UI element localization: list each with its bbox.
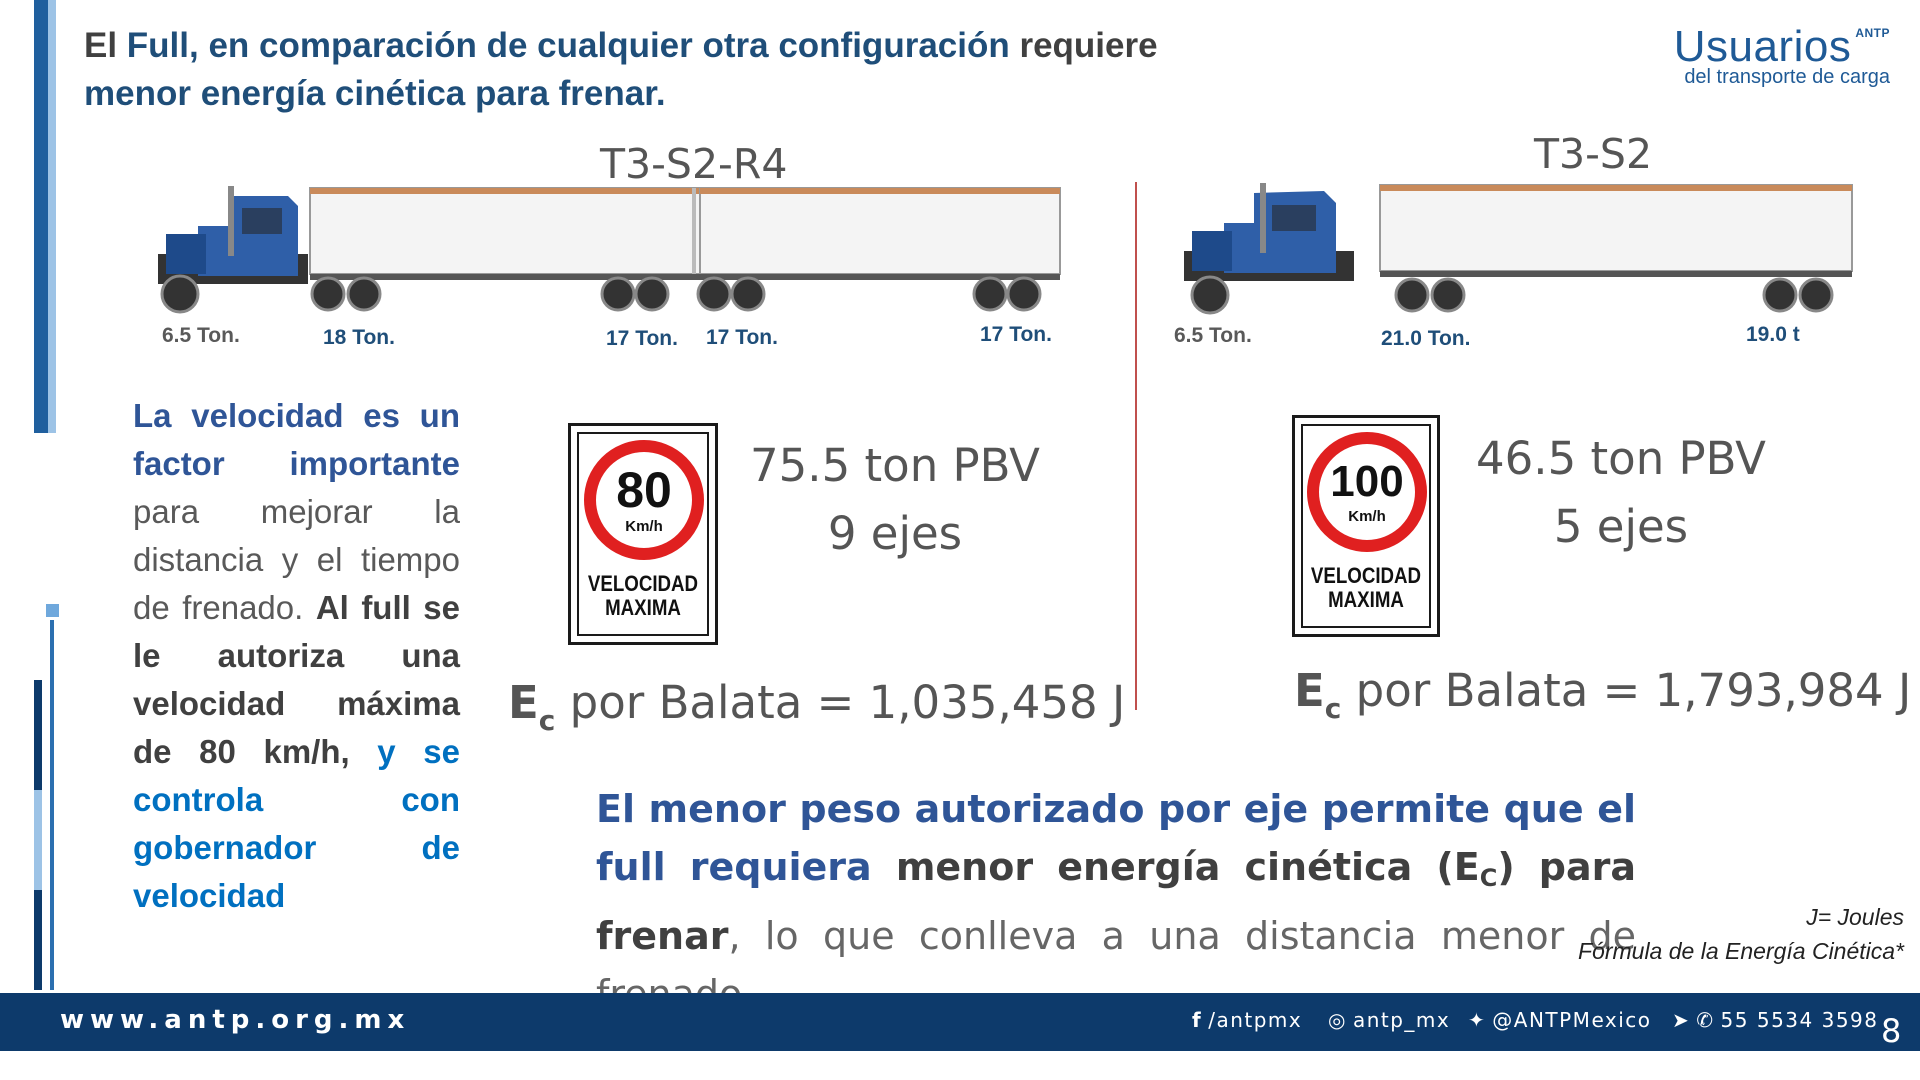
right-config-specs: [1466, 425, 1776, 561]
antp-logo: Usuarios $^{ANTP}$ del transporte de carga: [1673, 22, 1890, 88]
footer-bar: [0, 993, 1920, 1051]
instagram-icon: ◎: [1328, 1008, 1347, 1032]
twitter-link[interactable]: ✦ @ANTPMexico: [1468, 1008, 1652, 1032]
website-link[interactable]: www.antp.org.mx: [60, 1005, 411, 1035]
axle-weight-label: 6.5 Ton.: [162, 324, 240, 347]
config-label-right: T3-S2: [1534, 130, 1653, 178]
axle-count: 9 ejes: [827, 507, 963, 560]
axle-weight-label: 17 Ton.: [606, 327, 678, 350]
page-number: 8: [1881, 1012, 1902, 1050]
telegram-icon: ➤: [1672, 1008, 1691, 1032]
left-accent-square: [46, 604, 59, 617]
speed-limit-sign-80: 80 Km/h VELOCIDAD MAXIMA: [568, 423, 718, 645]
gross-weight: 46.5 ton PBV: [1476, 432, 1766, 485]
single-trailer-truck-image: [1184, 183, 1854, 319]
page-title: El Full, en comparación de cualquier otra configuración requiere menor energía cinética para frenar.: [84, 26, 1158, 113]
full-truck-image: [158, 186, 1063, 318]
left-accent-line: [50, 620, 54, 990]
speed-limit-sign-100: 100 Km/h VELOCIDAD MAXIMA: [1292, 415, 1440, 637]
speed-explanation-paragraph: La velocidad es un factor importante para mejorar la distancia y el tiempo de frenado. Al full se le autoriza una velocidad máxima de 80 km/h, y se controla con gobernador de velocidad: [133, 397, 461, 914]
joules-note: J= Joules: [1806, 904, 1904, 930]
kinetic-energy-left: $E_c$ por Balata = 1,035,458 J: [508, 676, 1126, 737]
left-accent-bar-lower-light: [34, 790, 42, 890]
instagram-link[interactable]: ◎ antp_mx: [1328, 1008, 1451, 1032]
axle-weight-label: 21.0 Ton.: [1381, 327, 1471, 350]
whatsapp-icon: ✆: [1696, 1008, 1715, 1032]
axle-weight-label: 6.5 Ton.: [1174, 324, 1252, 347]
facebook-icon: f: [1192, 1008, 1203, 1032]
formula-note: Fórmula de la Energía Cinética*: [1578, 938, 1904, 964]
gross-weight: 75.5 ton PBV: [750, 439, 1040, 492]
left-accent-bar-bottom: [34, 890, 42, 990]
axle-weight-label: 17 Ton.: [980, 323, 1052, 346]
facebook-link[interactable]: f /antpmx: [1192, 1008, 1303, 1032]
phone-link[interactable]: ➤ ✆ 55 5534 3598: [1672, 1008, 1879, 1032]
left-accent-bar: [34, 0, 48, 433]
axle-count: 5 ejes: [1553, 500, 1689, 553]
conclusion-paragraph: El menor peso autorizado por eje permite que el full requiera menor energía cinética $(E_C)$ para frenar, lo que conlleva a una distancia menor de: [596, 787, 1637, 958]
config-label-left: T3-S2-R4: [600, 140, 788, 188]
left-accent-bar-light: [48, 0, 56, 433]
left-accent-bar-lower: [34, 680, 42, 790]
kinetic-energy-right: $E_c$ por Balata = 1,793,984 J: [1294, 664, 1912, 725]
axle-weight-label: 17 Ton.: [706, 326, 778, 349]
left-config-specs: [740, 432, 1050, 568]
axle-weight-label: 19.0 t: [1746, 323, 1800, 346]
vertical-divider: [1135, 182, 1137, 710]
twitter-icon: ✦: [1468, 1008, 1487, 1032]
axle-weight-label: 18 Ton.: [323, 326, 395, 349]
